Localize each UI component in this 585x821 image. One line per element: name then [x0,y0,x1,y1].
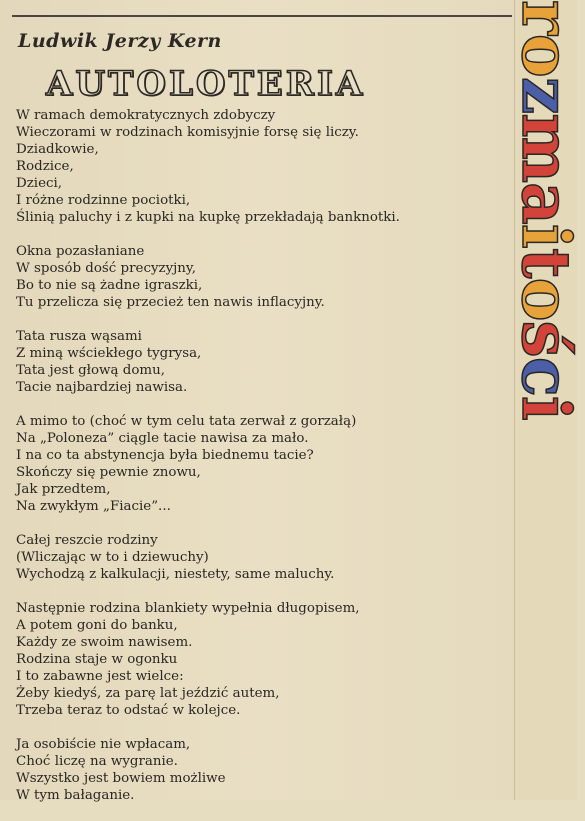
poem-line: A potem goni do banku, [16,618,178,633]
sidebar-letter: t [507,247,585,278]
poem-stanza [16,107,506,226]
poem-line: Tacie najbardziej nawisa. [16,380,188,395]
poem-line: Następnie rodzina blankiety wypełnia długopisem, [16,601,360,616]
poem-line: Tata jest głową domu, [16,363,165,378]
poem-line: I różne rodzinne pociotki, [16,193,191,208]
poem-line: Bo to nie są żadne igraszki, [16,278,203,293]
top-rule-divider [12,15,512,17]
poem-line: W sposób dość precyzyjny, [16,261,196,276]
sidebar-letter: i [507,395,585,420]
poem-line: Na zwykłym „Fiacie”... [16,499,171,514]
poem-line: Okna pozasłaniane [16,244,145,259]
poem-line: Wieczorami w rodzinach komisyjnie forsę się liczy. [16,125,359,140]
poem-line: Dziadkowie, [16,142,99,157]
poem-line: Jak przedtem, [16,482,111,497]
poem-line: W tym bałaganie. [16,788,135,803]
poem-line: (Wliczając w to i dziewuchy) [16,550,209,565]
poem-line: Wychodzą z kalkulacji, niestety, same maluchy. [16,567,335,582]
poem-line: I na co ta abstynencja była biednemu tacie? [16,448,314,463]
sidebar-letter: r [507,0,585,34]
poem-stanza [16,600,506,719]
poem-line: Żeby kiedyś, za parę lat jeździć autem, [16,686,280,701]
poem-line: A mimo to (choć w tym celu tata zerwał z gorzałą) [16,414,357,429]
sidebar-letter: i [507,223,585,248]
poem-stanza [16,532,506,583]
poem-line: Całej reszcie rodziny [16,533,158,548]
poem-line: Choć liczę na wygranie. [16,754,178,769]
poem-line: Rodzina staje w ogonku [16,652,178,667]
poem-stanza [16,413,506,515]
poem-line: Tu przelicza się przecież ten nawis inflacyjny. [16,295,325,310]
poem-line: Ślinią paluchy i z kupki na kupkę przekładają banknotki. [16,210,400,225]
section-sidebar [507,0,585,800]
poem-line: Skończy się pewnie znowu, [16,465,201,480]
poem-line: Ja osobiście nie wpłacam, [16,737,191,752]
poem-title: AUTOLOTERIA [46,64,366,104]
poem-line: Każdy ze swoim nawisem. [16,635,193,650]
sidebar-letter: a [507,182,585,224]
poem-line: Z miną wściekłego tygrysa, [16,346,202,361]
poem-line: I to zabawne jest wielce: [16,669,184,684]
sidebar-letter: o [507,277,585,321]
poem-line: Wszystko jest bowiem możliwe [16,771,226,786]
poem-line: Tata rusza wąsami [16,329,142,344]
poem-line: Dzieci, [16,176,63,191]
poem-stanza [16,243,506,311]
sidebar-letter: ś [507,320,585,357]
poem-line: Trzeba teraz to odstać w kolejce. [16,703,241,718]
sidebar-letter: z [507,76,585,114]
poem-stanza [16,328,506,396]
poem-stanza [16,736,506,804]
section-heading-vertical [507,0,585,420]
sidebar-letter: o [507,33,585,77]
poem-line: Rodzice, [16,159,74,174]
poem-body [16,107,506,821]
sidebar-letter: c [507,356,585,396]
author-name: Ludwik Jerzy Kern [18,30,222,52]
sidebar-letter: m [507,113,585,183]
poem-line: W ramach demokratycznych zdobyczy [16,108,276,123]
poem-line: Na „Poloneza” ciągle tacie nawisa za mało. [16,431,309,446]
